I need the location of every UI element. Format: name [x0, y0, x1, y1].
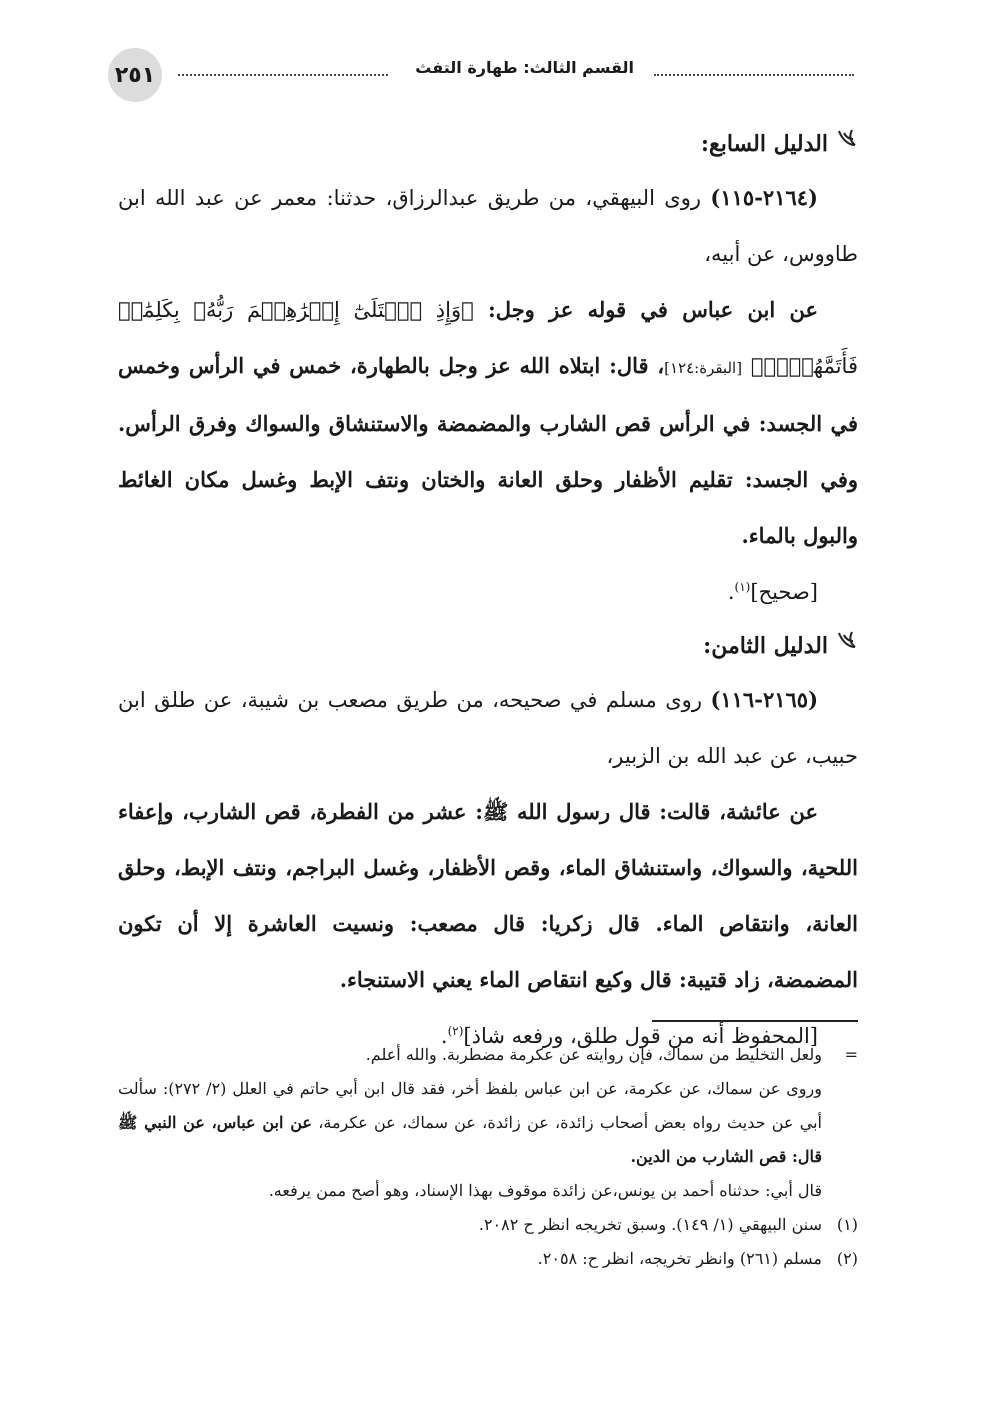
section-heading-text: الدليل الثامن: [703, 633, 828, 659]
page-number-badge: ٢٥١ [108, 48, 162, 102]
page-header [108, 48, 854, 98]
matn-intro: عن ابن عباس في قوله عز وجل: [488, 297, 819, 322]
footnote-bold-text: عن ابن عباس، عن النبي ﷺ قال: قص الشارب من الدين. [118, 1113, 822, 1166]
header-dotted-leader-left [178, 74, 388, 76]
footnote-number: (١) [836, 1215, 858, 1234]
narration-chain: روى البيهقي، من طريق عبدالرزاق، حدثنا: معمر عن عبد الله ابن طاووس، عن أبيه، [118, 186, 858, 266]
running-title: القسم الثالث: طهارة التفث [415, 58, 634, 77]
footnote-item [118, 1242, 858, 1276]
footnote-continuation [118, 1174, 858, 1208]
verdict-text: [المحفوظ أنه من قول طلق، ورفعه شاذ] [463, 1024, 818, 1048]
ornament-icon [836, 620, 858, 672]
narration-chain: روى مسلم في صحيحه، من طريق مصعب بن شيبة، عن طلق ابن حبيب، عن عبد الله بن الزبير، [118, 688, 858, 768]
main-text [118, 118, 858, 1064]
hadith-number: (٢١٦٤-١١٥) [710, 185, 818, 210]
footnotes [118, 1038, 858, 1276]
footnote-number: (٢) [836, 1249, 858, 1268]
matn-body: ، قال: ابتلاه الله عز وجل بالطهارة، خمس في الرأس وخمس في الجسد: في الرأس قص الشارب والمضمضة والاستنشاق والسواك وفرق الرأس. وفي الجسد: تقليم الأظفار وحلق العانة والختان ونتف الإبط وغسل مكان الغائط والبول بالماء. [118, 353, 858, 548]
verdict-text: [صحيح] [750, 580, 818, 604]
header-dotted-leader-right [654, 74, 854, 76]
footnote-reference[interactable]: (٢) [447, 1024, 464, 1038]
section-heading-text: الدليل السابع: [700, 131, 828, 157]
quran-verse: ﴿وَإِذِ ٱبۡتَلَىٰٓ إِبۡرَٰهِـۧمَ رَبُّهُۥ بِكَلِمَٰتٖ فَأَتَمَّهُنَّۖ﴾ [118, 298, 858, 378]
footnote-text: وروى عن سماك، عن عكرمة، عن ابن عباس بلفظ أخر، فقد قال ابن أبي حاتم في العلل (٢/ ٢٧٢): سألت أبي عن حديث رواه بعض أصحاب زائدة، عن زائدة، عن سماك، عن عكرمة، عن ابن عباس، عن النبي ﷺ قال: قص الشارب من الدين. [118, 1079, 822, 1166]
footnote-separator [652, 1020, 858, 1022]
continuation-marker: = [844, 1045, 858, 1064]
grading-verdict [118, 564, 858, 620]
section-heading-seventh [118, 118, 858, 170]
narration-paragraph [118, 672, 858, 784]
footnote-text: مسلم (٢٦١) وانظر تخريجه، انظر ح: ٢٠٥٨. [537, 1249, 822, 1268]
footnote-reference[interactable]: (١) [734, 580, 751, 594]
matn-body: عن عائشة، قالت: قال رسول الله ﷺ: عشر من الفطرة، قص الشارب، وإعفاء اللحية، والسواك، واستنشاق الماء، وقص الأظفار، وغسل البراجم، ونتف الإبط، وحلق العانة، وانتقاص الماء. قال زكريا: قال مصعب: ونسيت العاشرة إلا أن تكون المضمضة، زاد قتيبة: قال وكيع انتقاص الماء يعني الاستنجاء. [118, 799, 858, 992]
footnote-text: ولعل التخليط من سماك، فإن روايته عن عكرمة مضطربة. والله أعلم. [365, 1045, 822, 1064]
ornament-icon [836, 118, 858, 170]
verdict-end: . [727, 580, 735, 604]
footnote-item [118, 1208, 858, 1242]
section-heading-eighth [118, 620, 858, 672]
hadith-number: (٢١٦٥-١١٦) [710, 687, 818, 712]
matn-paragraph [118, 282, 858, 564]
footnote-continuation [118, 1072, 858, 1174]
footnote-continuation [118, 1038, 858, 1072]
quran-reference: [البقرة:١٢٤] [664, 359, 743, 377]
footnote-text: سنن البيهقي (١/ ١٤٩). وسبق تخريجه انظر ح ٢٠٨٢. [478, 1215, 822, 1234]
verdict-end: . [440, 1024, 448, 1048]
footnote-text: قال أبي: حدثناه أحمد بن يونس،عن زائدة موقوف بهذا الإسناد، وهو أصح ممن يرفعه. [268, 1181, 822, 1200]
narration-paragraph [118, 170, 858, 282]
matn-paragraph [118, 784, 858, 1008]
